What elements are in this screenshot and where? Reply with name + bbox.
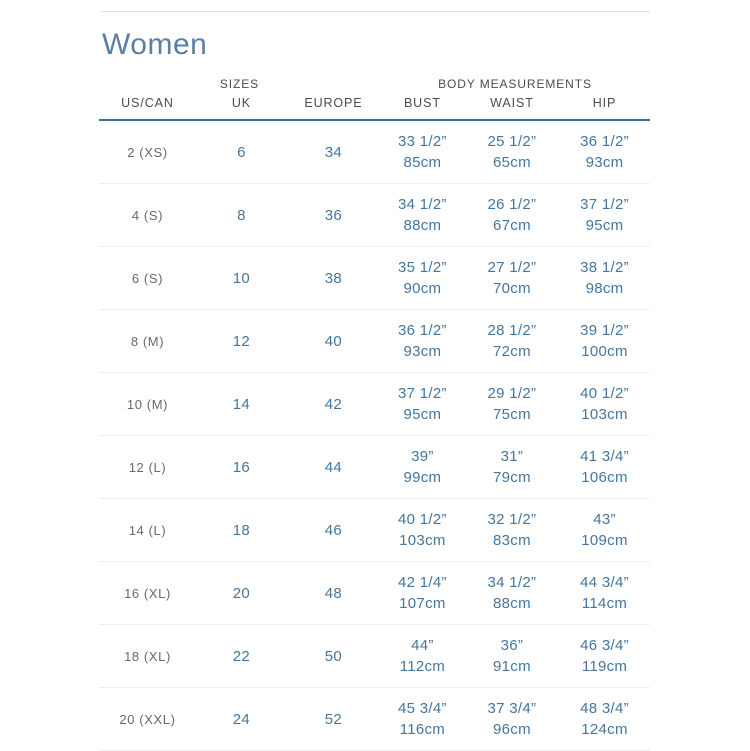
waist-cm: 88cm [492,595,531,612]
bust-inches: 39” [411,448,434,465]
waist-inches: 37 3/4” [487,700,537,717]
cell-waist [465,373,559,436]
bust-cm: 88cm [403,217,442,234]
column-header-hip: HIP [559,96,650,120]
women-size-chart-table [99,68,650,751]
table-row [99,436,650,499]
bust-inches: 33 1/2” [398,133,447,150]
cell-bust [380,625,465,688]
bust-cm: 90cm [403,280,442,297]
hip-inches: 40 1/2” [580,385,629,402]
column-header-bust: BUST [380,96,465,120]
cell-us-can: 10 (M) [99,373,196,436]
cell-hip [559,184,650,247]
cell-hip [559,562,650,625]
cell-us-can: 14 (L) [99,499,196,562]
column-header-waist: WAIST [465,96,559,120]
hip-cm: 95cm [585,217,624,234]
top-divider [101,11,650,12]
hip-cm: 106cm [581,469,628,486]
cell-uk: 10 [196,247,287,310]
size-guide-content [99,0,650,751]
cell-waist [465,562,559,625]
cell-bust [380,184,465,247]
cell-bust [380,436,465,499]
cell-us-can: 18 (XL) [99,625,196,688]
cell-bust [380,247,465,310]
waist-cm: 67cm [492,217,531,234]
hip-cm: 93cm [585,154,624,171]
table-row [99,499,650,562]
column-header-row [99,96,650,120]
column-header-europe: EUROPE [287,96,380,120]
hip-cm: 109cm [581,532,628,549]
bust-cm: 85cm [403,154,442,171]
cell-uk: 12 [196,310,287,373]
bust-inches: 34 1/2” [398,196,447,213]
page-title: Women [102,28,208,61]
cell-europe: 44 [287,436,380,499]
hip-cm: 103cm [581,406,628,423]
table-row [99,373,650,436]
cell-waist [465,247,559,310]
hip-cm: 119cm [581,658,628,675]
table-row [99,688,650,751]
table-row [99,625,650,688]
cell-us-can: 2 (XS) [99,120,196,184]
cell-europe: 52 [287,688,380,751]
hip-cm: 100cm [581,343,628,360]
table-row [99,184,650,247]
bust-cm: 112cm [399,658,446,675]
cell-waist [465,688,559,751]
waist-inches: 28 1/2” [487,322,537,339]
cell-hip [559,310,650,373]
bust-cm: 107cm [399,595,446,612]
cell-hip [559,688,650,751]
cell-hip [559,499,650,562]
cell-bust [380,120,465,184]
bust-cm: 93cm [403,343,442,360]
waist-inches: 34 1/2” [487,574,537,591]
cell-uk: 24 [196,688,287,751]
waist-inches: 27 1/2” [487,259,537,276]
cell-bust [380,310,465,373]
waist-inches: 26 1/2” [487,196,537,213]
cell-uk: 20 [196,562,287,625]
cell-us-can: 16 (XL) [99,562,196,625]
cell-waist [465,499,559,562]
table-row [99,310,650,373]
cell-waist [465,120,559,184]
hip-inches: 38 1/2” [580,259,629,276]
cell-europe: 48 [287,562,380,625]
cell-europe: 40 [287,310,380,373]
cell-uk: 14 [196,373,287,436]
cell-waist [465,310,559,373]
cell-europe: 42 [287,373,380,436]
table-row [99,120,650,184]
hip-cm: 98cm [585,280,624,297]
hip-cm: 124cm [581,721,628,738]
cell-hip [559,247,650,310]
waist-cm: 96cm [492,721,531,738]
group-header-body-measurements: BODY MEASUREMENTS [438,77,592,91]
hip-inches: 44 3/4” [580,574,629,591]
waist-inches: 29 1/2” [487,385,537,402]
cell-us-can: 12 (L) [99,436,196,499]
cell-waist [465,436,559,499]
bust-inches: 45 3/4” [398,700,447,717]
bust-cm: 99cm [403,469,442,486]
cell-europe: 46 [287,499,380,562]
bust-cm: 116cm [399,721,446,738]
waist-cm: 70cm [492,280,531,297]
cell-waist [465,625,559,688]
bust-inches: 36 1/2” [398,322,447,339]
bust-inches: 42 1/4” [398,574,447,591]
table-row [99,562,650,625]
waist-cm: 65cm [492,154,531,171]
column-header-us-can: US/CAN [99,96,196,120]
cell-uk: 8 [196,184,287,247]
cell-waist [465,184,559,247]
waist-inches: 32 1/2” [487,511,537,528]
hip-inches: 39 1/2” [580,322,629,339]
cell-hip [559,120,650,184]
cell-europe: 50 [287,625,380,688]
cell-bust [380,499,465,562]
hip-inches: 48 3/4” [580,700,629,717]
table-row [99,247,650,310]
bust-inches: 35 1/2” [398,259,447,276]
waist-cm: 79cm [492,469,531,486]
group-header-row [99,68,650,96]
cell-hip [559,436,650,499]
cell-europe: 34 [287,120,380,184]
cell-uk: 6 [196,120,287,184]
hip-inches: 41 3/4” [580,448,629,465]
waist-cm: 75cm [492,406,531,423]
bust-cm: 95cm [403,406,442,423]
group-header-sizes: SIZES [219,77,260,91]
bust-cm: 103cm [399,532,446,549]
cell-us-can: 4 (S) [99,184,196,247]
hip-inches: 36 1/2” [580,133,629,150]
bust-inches: 37 1/2” [398,385,447,402]
column-header-uk: UK [196,96,287,120]
waist-cm: 72cm [492,343,531,360]
cell-hip [559,625,650,688]
cell-europe: 38 [287,247,380,310]
hip-inches: 37 1/2” [580,196,629,213]
cell-europe: 36 [287,184,380,247]
waist-inches: 36” [500,637,524,654]
table-body [99,120,650,751]
cell-bust [380,688,465,751]
hip-inches: 43” [593,511,616,528]
waist-inches: 31” [500,448,524,465]
cell-bust [380,562,465,625]
cell-uk: 22 [196,625,287,688]
cell-bust [380,373,465,436]
hip-inches: 46 3/4” [580,637,629,654]
waist-cm: 91cm [492,658,531,675]
cell-us-can: 20 (XXL) [99,688,196,751]
table-header [99,68,650,120]
waist-cm: 83cm [492,532,531,549]
bust-inches: 44” [411,637,434,654]
cell-uk: 18 [196,499,287,562]
cell-hip [559,373,650,436]
hip-cm: 114cm [581,595,628,612]
cell-us-can: 8 (M) [99,310,196,373]
waist-inches: 25 1/2” [487,133,537,150]
bust-inches: 40 1/2” [398,511,447,528]
cell-uk: 16 [196,436,287,499]
cell-us-can: 6 (S) [99,247,196,310]
